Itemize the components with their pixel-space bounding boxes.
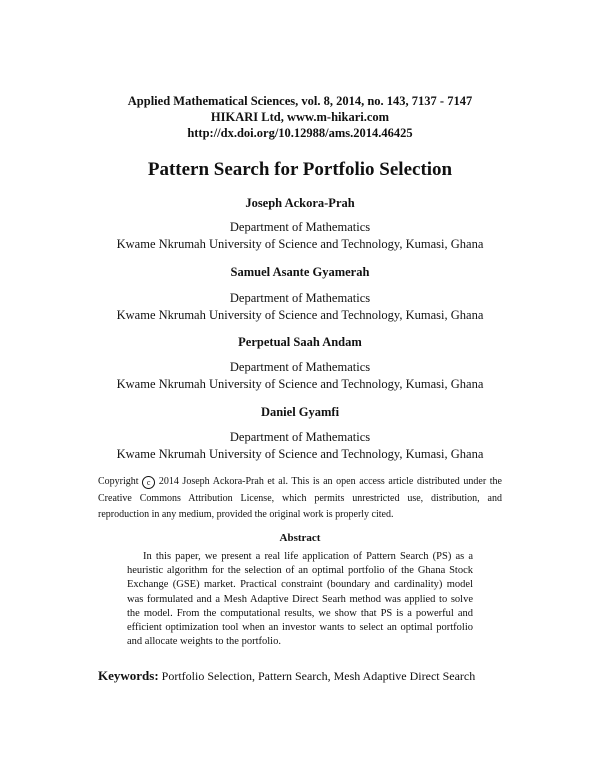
author-name: Perpetual Saah Andam: [238, 335, 362, 349]
journal-citation: Applied Mathematical Sciences, vol. 8, 2014, no. 143, 7137 - 7147: [127, 94, 473, 108]
author-block: [0, 265, 600, 280]
author-name: Daniel Gyamfi: [260, 405, 340, 419]
doi-link[interactable]: http://dx.doi.org/10.12988/ams.2014.46425: [187, 126, 413, 140]
keywords-label: Keywords:: [98, 668, 159, 683]
author-name: Joseph Ackora-Prah: [245, 196, 355, 210]
author-department: Department of Mathematics: [229, 291, 371, 305]
author-department: Department of Mathematics: [229, 220, 371, 234]
author-institution: Kwame Nkrumah University of Science and Technology, Kumasi, Ghana: [116, 447, 484, 461]
author-institution: Kwame Nkrumah University of Science and Technology, Kumasi, Ghana: [116, 237, 484, 251]
author-block: [0, 196, 600, 211]
author-affiliation: [0, 219, 600, 253]
author-block: [0, 405, 600, 420]
keywords-text: Portfolio Selection, Pattern Search, Mesh Adaptive Direct Search: [161, 669, 476, 683]
journal-header: [0, 93, 600, 141]
author-department: Department of Mathematics: [229, 430, 371, 444]
copyright-icon: c: [142, 476, 155, 489]
copyright-text: 2014 Joseph Ackora-Prah et al. This is an open access article distributed under the Creative Commons Attribution License, which permits unrestricted use, distribution, and reproduction in any medium, provided the original work is properly cited.: [98, 476, 502, 520]
author-department: Department of Mathematics: [229, 360, 371, 374]
abstract-heading: Abstract: [279, 532, 321, 544]
keywords-section: [98, 667, 502, 685]
author-affiliation: [0, 359, 600, 393]
author-block: [0, 335, 600, 350]
author-institution: Kwame Nkrumah University of Science and Technology, Kumasi, Ghana: [116, 308, 484, 322]
author-affiliation: [0, 429, 600, 463]
author-name: Samuel Asante Gyamerah: [230, 265, 370, 279]
author-affiliation: [0, 290, 600, 324]
abstract-text: In this paper, we present a real life application of Pattern Search (PS) as a heuristic algorithm for the selection of an optimal portfolio of the Ghana Stock Exchange (GSE) market. Practical constraint (boundary and cardinality) model was formulated and a Mesh Adaptive Direct Searh method was applied to solve the model. From the computational results, we show that PS is a powerful and efficient optimization tool when an investor wants to select an optimal portfolio and allocate weights to the portfolio.: [127, 551, 473, 648]
copyright-label: Copyright: [98, 476, 139, 487]
paper-title: Pattern Search for Portfolio Selection: [147, 159, 453, 180]
copyright-notice: [98, 474, 502, 524]
author-institution: Kwame Nkrumah University of Science and Technology, Kumasi, Ghana: [116, 377, 484, 391]
publisher-line: HIKARI Ltd, www.m-hikari.com: [210, 110, 390, 124]
